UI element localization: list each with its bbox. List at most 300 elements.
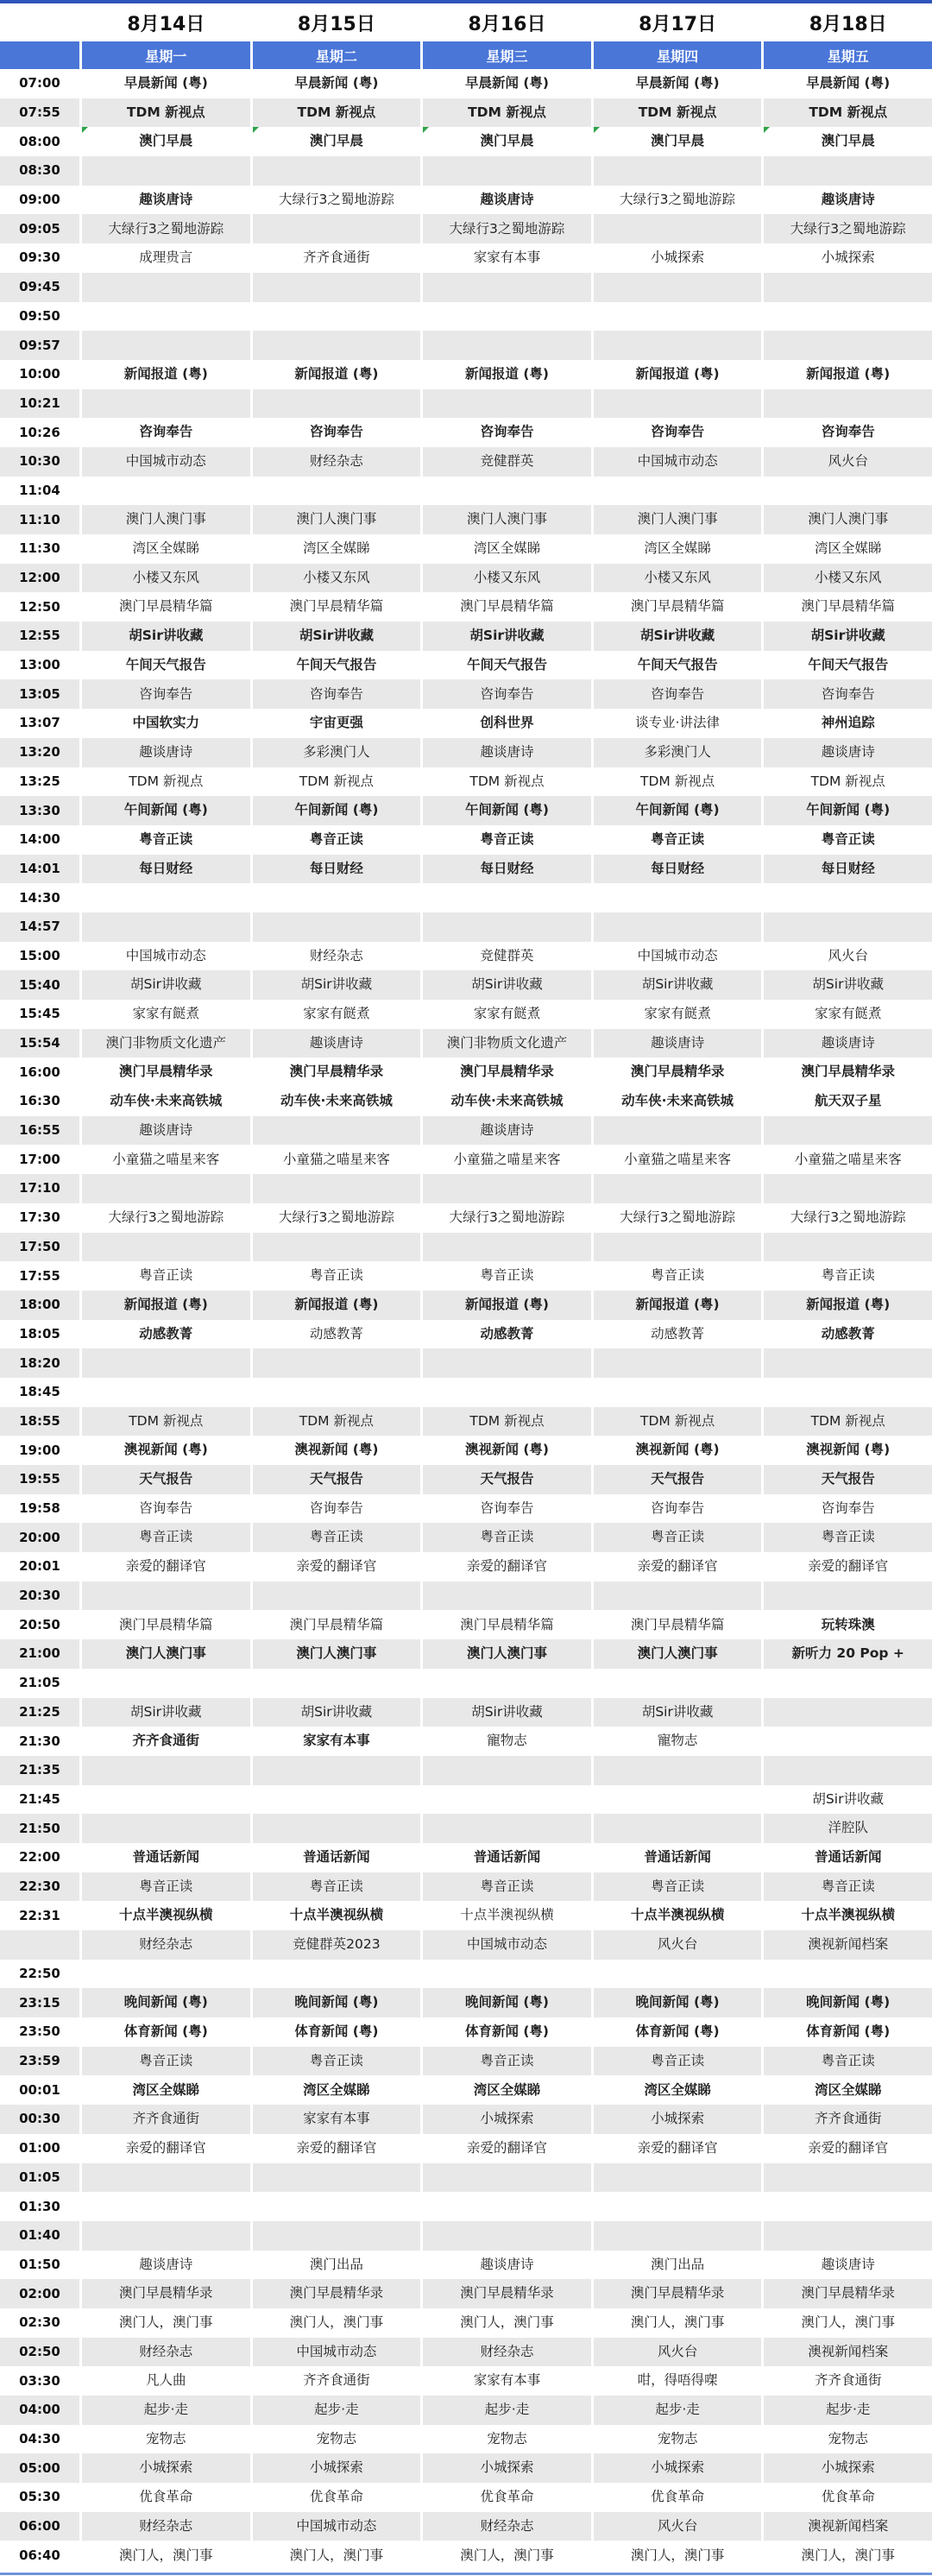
comment-mark-icon [764,127,770,133]
empty-cell [594,2163,762,2193]
program-cell: 成理贵言 [139,249,193,266]
program-cell: 亲爱的翻译官 [637,1558,718,1575]
program-cell: 澳门早晨精华篇 [630,598,725,615]
program-cell: 湾区全媒睇 [303,540,370,557]
program-cell: 澳门早晨精华录 [289,1064,384,1080]
time-cell: 19:55 [0,1465,79,1494]
program-cell: 胡Sir讲收藏 [764,970,932,1000]
time-cell: 20:01 [19,1558,60,1575]
schedule-row [0,2047,932,2076]
comment-mark-icon [423,127,429,133]
program-cell: 普通话新闻 [132,1849,200,1866]
program-cell: 小城探索 [821,249,875,266]
program-cell: 趣谈唐诗 [139,191,193,207]
program-cell: 咨询奉告 [594,679,762,709]
empty-cell [423,1348,591,1378]
comment-mark-icon [253,127,259,133]
schedule-row [0,1116,932,1146]
program-cell: 澳门早晨精华录 [253,2279,421,2308]
program-cell: 趣谈唐诗 [253,1029,421,1058]
time-cell: 11:10 [0,505,79,534]
schedule-row [0,564,932,593]
program-cell: 洋腔队 [764,1814,932,1843]
empty-cell [253,1348,421,1378]
time-cell: 13:05 [0,679,79,709]
time-cell: 00:30 [0,2105,79,2134]
program-cell: TDM 新视点 [253,98,421,128]
time-cell: 19:58 [19,1500,60,1517]
program-cell: 动感教菁 [821,1325,875,1342]
empty-cell [82,2221,250,2251]
program-cell: TDM 新视点 [129,773,204,789]
empty-cell [594,389,762,419]
program-cell: 澳门早晨 [764,127,932,156]
empty-cell [82,273,250,302]
empty-cell [764,2221,932,2251]
program-cell: 澳门人，澳门事 [289,2314,384,2331]
empty-cell [594,1814,762,1843]
program-cell: 澳门早晨精华录 [764,2279,932,2308]
schedule-row [0,709,932,738]
program-cell: 午间天气报告 [296,656,377,672]
empty-cell [253,331,421,360]
program-cell: 财经杂志 [253,447,421,477]
time-cell: 02:30 [19,2314,60,2331]
program-cell: 趣谈唐诗 [480,191,534,207]
program-cell: 咨询奉告 [821,1500,875,1516]
schedule-row [0,418,932,447]
schedule-row [0,1407,932,1436]
program-cell: 宇宙更强 [309,715,363,731]
schedule-row [0,1930,932,1960]
program-cell: 小楼又东风 [82,564,250,593]
program-cell: 齐齐食通街 [764,2105,932,2134]
program-cell: 粤音正读 [594,1523,762,1552]
program-cell: 优食革命 [139,2489,193,2505]
program-cell: 十点半澳视纵横 [119,1907,213,1923]
empty-cell [594,2221,762,2251]
schedule-row [0,2308,932,2338]
program-cell: 澳门早晨精华录 [801,1064,895,1080]
time-cell: 20:00 [0,1523,79,1552]
program-cell: 胡Sir讲收藏 [594,622,762,651]
schedule-row [0,1348,932,1378]
time-cell: 18:45 [19,1384,60,1400]
empty-cell [764,331,932,360]
program-cell: 午间天气报告 [466,656,547,672]
program-cell: 大绿行3之蜀地游踪 [423,214,591,243]
time-cell: 19:00 [19,1442,60,1458]
schedule-row [0,331,932,360]
time-cell: 18:05 [19,1325,60,1342]
program-cell: 大绿行3之蜀地游踪 [620,1209,736,1225]
program-cell: TDM 新视点 [82,98,250,128]
program-cell: 十点半澳视纵横 [801,1907,895,1923]
program-cell: 寵物志 [487,1733,527,1749]
program-cell: 中国城市动态 [253,2512,421,2541]
program-cell: 大绿行3之蜀地游踪 [620,191,736,207]
empty-cell [253,2221,421,2251]
time-cell: 12:00 [0,564,79,593]
program-cell: 大绿行3之蜀地游踪 [108,1209,224,1225]
program-cell: 每日财经 [253,855,421,884]
program-cell: 小楼又东风 [594,564,762,593]
program-cell: 宠物志 [146,2430,186,2447]
program-cell: 天气报告 [423,1465,591,1494]
comment-mark-icon [594,127,600,133]
program-cell: 午间新闻 (粤) [253,796,421,825]
program-cell: 小楼又东风 [423,564,591,593]
program-cell: 齐齐食通街 [132,1733,200,1749]
empty-cell [253,1960,421,1989]
program-cell: 咨询奉告 [253,679,421,709]
program-cell: 晚间新闻 (粤) [423,1988,591,2017]
empty-cell [423,2192,591,2221]
program-cell: 宠物志 [657,2430,698,2447]
program-cell: 家家有餸煮 [132,1006,200,1022]
program-cell: 新闻报道 (粤) [635,365,720,382]
empty-cell [594,1582,762,1611]
time-cell: 09:50 [19,307,60,324]
schedule-row [0,1320,932,1349]
schedule-row [0,477,932,506]
schedule-row [0,447,932,477]
program-cell: 粤音正读 [480,1267,534,1284]
program-cell: 湾区全媒睇 [644,2081,711,2098]
time-cell: 10:26 [19,424,60,440]
program-cell: 优食革命 [651,2489,705,2505]
empty-cell [423,477,591,506]
time-cell: 10:30 [0,447,79,477]
schedule-row [0,942,932,971]
program-cell: 湾区全媒睇 [132,540,200,557]
program-cell: 澳门早晨精华录 [119,1064,213,1080]
schedule-row [0,273,932,302]
program-cell: 普通话新闻 [303,1849,370,1866]
empty-cell [423,1233,591,1262]
program-cell: TDM 新视点 [469,773,545,789]
program-cell: 小城探索 [594,2105,762,2134]
empty-cell [764,477,932,506]
schedule-row [0,1261,932,1291]
program-cell: 天气报告 [764,1465,932,1494]
empty-cell [82,1756,250,1785]
program-cell: 小城探索 [594,2453,762,2483]
program-cell: 齐齐食通街 [303,249,370,266]
program-cell: 小童猫之喵星来客 [112,1151,220,1167]
schedule-row [0,2192,932,2221]
program-cell: TDM 新视点 [594,98,762,128]
program-cell: 新闻报道 (粤) [82,1291,250,1320]
program-cell: 小城探索 [253,2453,421,2483]
program-cell: 澳门人，澳门事 [460,2547,554,2563]
schedule-row [0,2338,932,2367]
empty-cell [82,1669,250,1698]
program-cell: 财经杂志 [309,947,363,963]
empty-cell [764,1960,932,1989]
time-cell: 15:45 [19,1006,60,1022]
schedule-row [0,1291,932,1320]
schedule-row [0,1494,932,1524]
schedule-row [0,2425,932,2454]
empty-cell [594,1348,762,1378]
schedule-row [0,2017,932,2047]
program-cell: 澳门早晨精华篇 [801,598,895,615]
time-cell: 14:30 [19,889,60,906]
empty-cell [594,1233,762,1262]
program-cell: 趣谈唐诗 [764,1029,932,1058]
program-cell: 澳门早晨精华篇 [289,598,384,615]
time-cell: 17:55 [19,1267,60,1284]
empty-cell [253,2163,421,2193]
empty-cell [253,1174,421,1203]
program-cell: 小童猫之喵星来客 [794,1151,902,1167]
program-cell: 优食革命 [309,2489,363,2505]
empty-cell [594,302,762,331]
program-cell: 澳门人，澳门事 [119,2547,213,2563]
program-cell: 优食革命 [821,2489,875,2505]
empty-cell [423,1960,591,1989]
program-cell: 粤音正读 [423,2047,591,2076]
program-cell: 胡Sir讲收藏 [82,1698,250,1727]
program-cell: 亲爱的翻译官 [296,2139,377,2156]
empty-cell [423,912,591,942]
time-cell: 03:30 [19,2372,60,2389]
date-header-cell: 8月14日 [127,13,205,35]
empty-cell [253,1814,421,1843]
empty-cell [253,477,421,506]
empty-cell [423,302,591,331]
empty-cell [423,2163,591,2193]
program-cell: 胡Sir讲收藏 [764,622,932,651]
schedule-row [0,1233,932,1262]
program-cell: 澳视新闻 (粤) [806,1442,891,1458]
program-cell: 胡Sir讲收藏 [423,970,591,1000]
empty-cell [764,2163,932,2193]
program-cell: 家家有餸煮 [814,1006,882,1022]
empty-cell [253,1378,421,1407]
schedule-row [0,970,932,1000]
program-cell: 澳门人澳门事 [423,505,591,534]
program-cell: 风火台 [594,1930,762,1960]
program-cell: 晚间新闻 (粤) [764,1988,932,2017]
time-cell: 23:15 [0,1988,79,2017]
time-cell: 10:21 [0,389,79,419]
program-cell: 多彩澳门人 [594,738,762,767]
program-cell: 每日财经 [423,855,591,884]
program-cell: 咨询奉告 [82,679,250,709]
program-cell: 宠物志 [487,2430,527,2447]
program-cell: 寵物志 [657,1733,698,1749]
program-cell: 风火台 [828,947,868,963]
empty-cell [764,2192,932,2221]
empty-cell [82,883,250,912]
time-cell: 02:00 [0,2279,79,2308]
schedule-row [0,389,932,419]
time-cell: 09:45 [0,273,79,302]
schedule-row [0,2134,932,2163]
schedule-row [0,1785,932,1815]
empty-cell [594,331,762,360]
time-cell: 17:00 [19,1151,60,1167]
schedule-row [0,360,932,389]
program-cell: 咨询奉告 [821,424,875,440]
program-cell: 胡Sir讲收藏 [423,622,591,651]
program-cell: 新闻报道 (粤) [764,1291,932,1320]
program-cell: 粤音正读 [651,830,705,847]
program-cell: 胡Sir讲收藏 [253,1698,421,1727]
program-cell: 家家有本事 [303,1733,370,1749]
schedule-row [0,1872,932,1902]
time-cell: 16:55 [0,1116,79,1146]
time-cell: 22:00 [19,1849,60,1866]
empty-cell [82,1814,250,1843]
program-cell: 澳门早晨 [82,127,250,156]
schedule-row [0,1378,932,1407]
program-cell: 粤音正读 [821,830,875,847]
empty-cell [82,156,250,186]
program-cell: 胡Sir讲收藏 [423,1698,591,1727]
empty-cell [423,1785,591,1815]
program-cell: 起步·走 [82,2396,250,2425]
program-cell: 风火台 [594,2512,762,2541]
empty-cell [82,389,250,419]
empty-cell [764,302,932,331]
empty-cell [764,1669,932,1698]
time-cell: 21:25 [0,1698,79,1727]
program-cell: 早晨新闻 (粤) [806,75,891,92]
program-cell: 小童猫之喵星来客 [453,1151,561,1167]
program-cell: 澳门早晨精华录 [423,2279,591,2308]
program-cell: 咨询奉告 [139,1500,193,1516]
program-cell: 大绿行3之蜀地游踪 [449,1209,565,1225]
program-cell: 湾区全媒睇 [473,2081,541,2098]
program-cell: 澳视新闻 (粤) [464,1442,550,1458]
bottom-border-line [0,2573,932,2575]
program-cell: 大绿行3之蜀地游踪 [790,1209,906,1225]
schedule-row [0,127,932,156]
program-cell: 粤音正读 [764,1872,932,1902]
program-cell: 澳门人，澳门事 [460,2314,554,2331]
empty-cell [82,912,250,942]
program-cell: 晚间新闻 (粤) [594,1988,762,2017]
time-cell: 14:00 [19,831,60,848]
program-cell: 澳门非物质文化遗产 [82,1029,250,1058]
program-cell: 趣谈唐诗 [821,191,875,207]
program-cell: 澳门早晨精华录 [594,2279,762,2308]
program-cell: 财经杂志 [82,1930,250,1960]
empty-cell [594,1378,762,1407]
program-cell: 每日财经 [82,855,250,884]
program-cell: 午间天气报告 [637,656,718,672]
empty-cell [594,1785,762,1815]
time-cell: 23:50 [19,2024,60,2040]
weekday-header-cell: 星期三 [423,41,591,69]
weekday-header-cell: 星期五 [764,41,932,69]
schedule-row [0,1203,932,1233]
time-cell [0,1930,79,1960]
time-cell: 09:30 [19,249,60,266]
program-cell: 澳门人澳门事 [423,1639,591,1669]
time-cell: 17:30 [19,1209,60,1226]
program-cell: 早晨新闻 (粤) [635,75,720,92]
program-cell: 家家有本事 [253,2105,421,2134]
program-cell: 澳门早晨精华录 [82,2279,250,2308]
empty-cell [764,1174,932,1203]
schedule-row [0,855,932,884]
program-cell: 澳门人，澳门事 [801,2314,895,2331]
time-cell: 18:00 [0,1291,79,1320]
program-cell: 胡Sir讲收藏 [82,622,250,651]
program-cell: 中国城市动态 [637,947,718,963]
empty-cell [423,2221,591,2251]
program-cell: 粤音正读 [480,830,534,847]
program-cell: 澳门早晨精华篇 [119,598,213,615]
schedule-row [0,98,932,128]
program-cell: 神州追踪 [821,715,875,731]
schedule-row [0,534,932,564]
program-cell: 午间天气报告 [808,656,889,672]
program-cell: 小楼又东风 [253,564,421,593]
program-cell: 澳门出品 [309,2256,363,2272]
program-cell: 澳门人澳门事 [594,505,762,534]
time-cell: 13:20 [0,738,79,767]
empty-cell [594,156,762,186]
program-cell: 体育新闻 (粤) [635,2024,720,2040]
schedule-row [0,679,932,709]
program-cell: 亲爱的翻译官 [466,2139,547,2156]
program-cell: 亲爱的翻译官 [808,2139,889,2156]
program-cell: 齐齐食通街 [82,2105,250,2134]
time-cell: 21:00 [0,1639,79,1669]
program-cell: 家家有餸煮 [644,1006,711,1022]
program-cell: 粤音正读 [594,2047,762,2076]
schedule-row [0,2366,932,2396]
time-cell: 00:01 [19,2081,60,2098]
schedule-row [0,1058,932,1087]
program-cell: 财经杂志 [82,2512,250,2541]
schedule-row [0,214,932,243]
program-cell: 中国城市动态 [82,447,250,477]
program-cell: 粤音正读 [139,1267,193,1284]
empty-cell [594,912,762,942]
empty-cell [764,1756,932,1785]
program-cell: 澳门早晨 [423,127,591,156]
program-cell: 新闻报道 (粤) [253,1291,421,1320]
schedule-row [0,1960,932,1989]
program-cell: 澳门早晨精华录 [630,1064,725,1080]
time-cell: 01:40 [0,2221,79,2251]
empty-cell [594,1960,762,1989]
time-cell: 21:45 [19,1790,60,1807]
empty-cell [594,1669,762,1698]
program-cell: 天气报告 [82,1465,250,1494]
program-cell: 创科世界 [480,715,534,731]
time-cell: 22:30 [0,1872,79,1902]
time-cell: 15:54 [0,1029,79,1058]
program-cell: 玩转珠澳 [821,1616,875,1632]
empty-cell [253,1233,421,1262]
program-cell: 大绿行3之蜀地游踪 [82,214,250,243]
empty-cell [423,156,591,186]
schedule-row [0,2541,932,2570]
program-cell: 起步·走 [423,2396,591,2425]
program-cell: 咨询奉告 [480,1500,534,1516]
date-header-cell: 8月18日 [809,13,887,35]
program-cell: 新闻报道 (粤) [423,1291,591,1320]
program-cell: 澳门出品 [651,2256,705,2272]
program-cell: 天气报告 [253,1465,421,1494]
